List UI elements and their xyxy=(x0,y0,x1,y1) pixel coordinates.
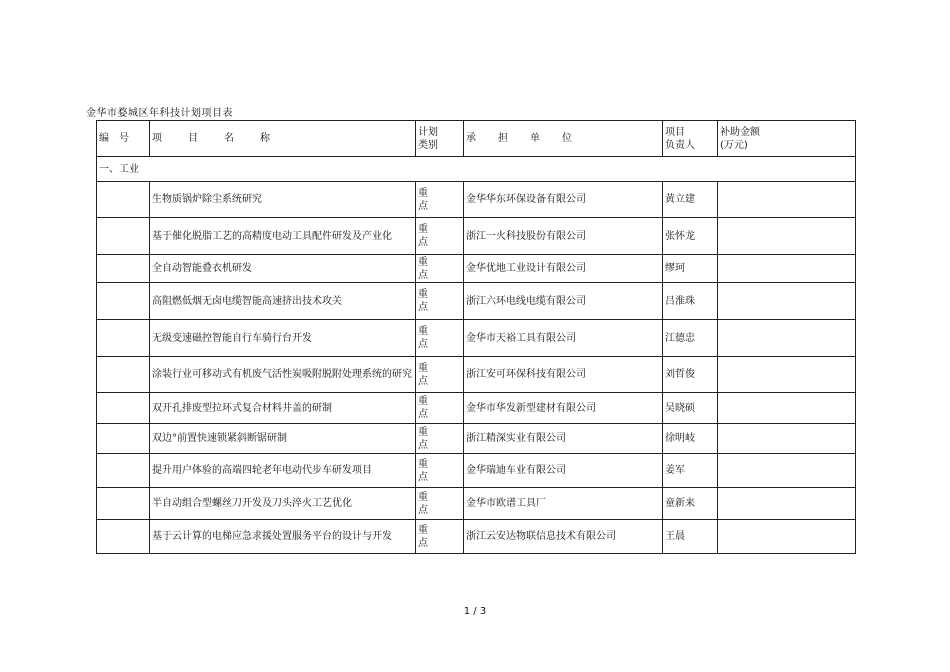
row-no-cell xyxy=(97,393,150,424)
row-type-cell: 重点 xyxy=(416,454,464,488)
row-lead-cell: 吕淮珠 xyxy=(663,283,718,320)
row-lead-cell: 姜军 xyxy=(663,454,718,488)
row-lead-cell: 张怀龙 xyxy=(663,218,718,255)
row-amount-cell xyxy=(718,218,856,255)
row-type-cell: 重点 xyxy=(416,283,464,320)
row-type-cell: 重点 xyxy=(416,255,464,283)
row-no-cell xyxy=(97,255,150,283)
row-lead-cell: 黄立建 xyxy=(663,182,718,218)
row-lead-cell: 徐明岐 xyxy=(663,424,718,454)
row-unit-cell: 金华市天裕工具有限公司 xyxy=(464,320,663,357)
row-amount-cell xyxy=(718,255,856,283)
row-unit-cell: 浙江六环电线电缆有限公司 xyxy=(464,283,663,320)
row-amount-cell xyxy=(718,357,856,393)
table-row xyxy=(97,488,856,520)
table-row xyxy=(97,454,856,488)
table-row xyxy=(97,182,856,218)
table-row xyxy=(97,424,856,454)
row-name-cell: 生物质锅炉除尘系统研究 xyxy=(150,182,416,218)
header-unit: 承担单位 xyxy=(464,121,663,157)
header-lead: 项目 负责人 xyxy=(663,121,718,157)
row-name-cell: 基于催化脱脂工艺的高精度电动工具配件研发及产业化 xyxy=(150,218,416,255)
row-no-cell xyxy=(97,424,150,454)
row-amount-cell xyxy=(718,520,856,554)
project-table xyxy=(96,120,856,554)
row-name-cell: 双开孔排废型拉环式复合材料井盖的研制 xyxy=(150,393,416,424)
row-type-cell: 重点 xyxy=(416,424,464,454)
table-row xyxy=(97,357,856,393)
table-row xyxy=(97,283,856,320)
row-unit-cell: 浙江安可环保科技有限公司 xyxy=(464,357,663,393)
row-unit-cell: 金华市华发新型建材有限公司 xyxy=(464,393,663,424)
row-name-cell: 全自动智能叠衣机研发 xyxy=(150,255,416,283)
row-type-cell: 重点 xyxy=(416,488,464,520)
row-type-cell: 重点 xyxy=(416,393,464,424)
row-unit-cell: 浙江精深实业有限公司 xyxy=(464,424,663,454)
row-no-cell xyxy=(97,182,150,218)
row-amount-cell xyxy=(718,454,856,488)
row-lead-cell: 童新来 xyxy=(663,488,718,520)
row-no-cell xyxy=(97,320,150,357)
section-row xyxy=(97,157,856,182)
row-lead-cell: 江德忠 xyxy=(663,320,718,357)
header-type: 计划 类别 xyxy=(416,121,464,157)
table-row xyxy=(97,320,856,357)
row-name-cell: 无级变速磁控智能自行车骑行台开发 xyxy=(150,320,416,357)
row-no-cell xyxy=(97,454,150,488)
row-unit-cell: 金华华东环保设备有限公司 xyxy=(464,182,663,218)
header-no: 编号 xyxy=(97,121,150,157)
row-unit-cell: 浙江一火科技股份有限公司 xyxy=(464,218,663,255)
table-row xyxy=(97,218,856,255)
row-lead-cell: 缪珂 xyxy=(663,255,718,283)
row-name-cell: 涂装行业可移动式有机废气活性炭吸附脱附处理系统的研究 xyxy=(150,357,416,393)
row-amount-cell xyxy=(718,320,856,357)
row-amount-cell xyxy=(718,488,856,520)
row-unit-cell: 金华市欧谱工具厂 xyxy=(464,488,663,520)
section-label: 一、工业 xyxy=(97,157,856,182)
row-lead-cell: 王晨 xyxy=(663,520,718,554)
row-name-cell: 双边°前置快速锁紧斜断锯研制 xyxy=(150,424,416,454)
row-unit-cell: 金华优地工业设计有限公司 xyxy=(464,255,663,283)
row-amount-cell xyxy=(718,424,856,454)
row-type-cell: 重点 xyxy=(416,520,464,554)
row-unit-cell: 浙江云安达物联信息技术有限公司 xyxy=(464,520,663,554)
row-unit-cell: 金华瑞迪车业有限公司 xyxy=(464,454,663,488)
row-lead-cell: 吴晓硕 xyxy=(663,393,718,424)
row-no-cell xyxy=(97,520,150,554)
row-no-cell xyxy=(97,357,150,393)
row-amount-cell xyxy=(718,393,856,424)
row-name-cell: 半自动组合型螺丝刀开发及刀头淬火工艺优化 xyxy=(150,488,416,520)
header-amount: 补助金额 (万元) xyxy=(718,121,856,157)
table-row xyxy=(97,393,856,424)
row-no-cell xyxy=(97,218,150,255)
row-name-cell: 提升用户体验的高端四轮老年电动代步车研发项目 xyxy=(150,454,416,488)
row-name-cell: 高阻燃低烟无卤电缆智能高速挤出技术攻关 xyxy=(150,283,416,320)
table-row xyxy=(97,520,856,554)
row-amount-cell xyxy=(718,283,856,320)
row-amount-cell xyxy=(718,182,856,218)
page-number: 1 / 3 xyxy=(463,606,487,617)
row-type-cell: 重点 xyxy=(416,357,464,393)
row-no-cell xyxy=(97,488,150,520)
row-type-cell: 重点 xyxy=(416,218,464,255)
row-name-cell: 基于云计算的电梯应急求援处置服务平台的设计与开发 xyxy=(150,520,416,554)
table-header-row xyxy=(97,121,856,157)
header-name: 项目名称 xyxy=(150,121,416,157)
row-type-cell: 重点 xyxy=(416,320,464,357)
document-title: 金华市婺城区年科技计划项目表 xyxy=(86,108,233,119)
row-lead-cell: 刘哲俊 xyxy=(663,357,718,393)
row-no-cell xyxy=(97,283,150,320)
table-row xyxy=(97,255,856,283)
row-type-cell: 重点 xyxy=(416,182,464,218)
